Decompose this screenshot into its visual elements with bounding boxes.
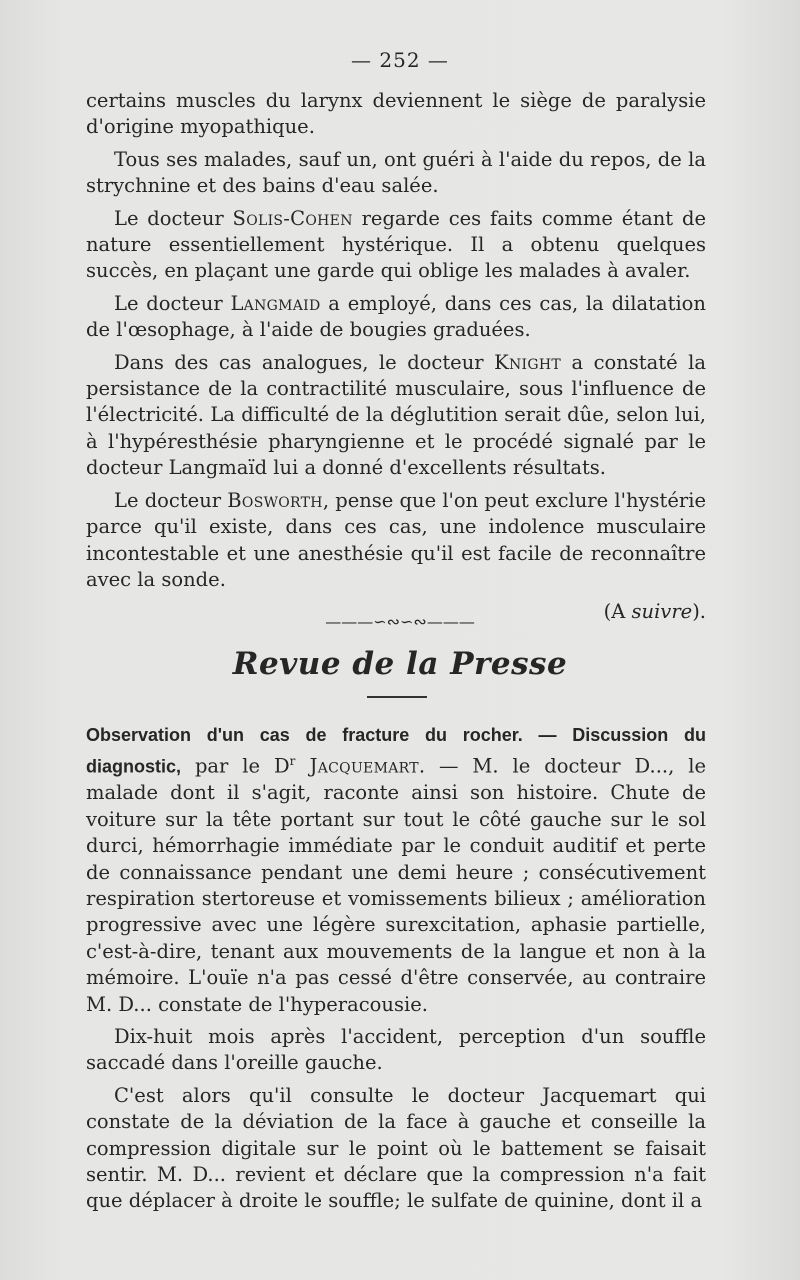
ornament-divider: ———∽∾∽∾——— (325, 612, 475, 631)
author-name: Bosworth (227, 488, 323, 512)
paragraph-6: Le docteur Bosworth, pense que l'on peut exclure l'hystérie parce qu'il existe, dans ces cas, une indolence musculaire incontestable et une anesthésie qu'il est facile de reconnaître avec la sonde. (86, 488, 706, 591)
article-paragraph-2: Dix-huit mois après l'accident, perception d'un souffle saccadé dans l'oreille gauche. (86, 1024, 706, 1075)
paragraph-3: Le docteur Solis-Cohen regarde ces faits comme étant de nature essentiellement hystérique. Il a obtenu quelques succès, en plaçant une garde qui oblige les malades à avaler. (86, 206, 706, 283)
article-paragraph-3: C'est alors qu'il consulte le docteur Jacquemart qui constate de la déviation de la face à gauche et conseille la compression digitale sur le point où le battement se faisait sentir. M. D... revient et déclare que la compression n'a fait que déplacer à droite le souffle; le sulfate de quinine, dont il a (86, 1083, 706, 1213)
author-name: Knight (494, 350, 561, 374)
top-text-block (86, 88, 706, 626)
page-number: — 252 — (351, 48, 449, 72)
heading-rule (367, 696, 427, 698)
section-heading: Revue de la Presse (232, 646, 568, 682)
paragraph-2: Tous ses malades, sauf un, ont guéri à l'aide du repos, de la strychnine et des bains d'eau salée. (86, 147, 706, 198)
article-title: Observation d'un cas de fracture du rocher. — Discussion du diagnostic, (86, 725, 706, 777)
paragraph-5: Dans des cas analogues, le docteur Knight a constaté la persistance de la contractilité musculaire, sous l'influence de l'électricité. La difficulté de la déglutition serait dûe, selon lui, à l'hypéresthésie pharyngienne et le procédé signalé par le docteur Langmaïd lui a donné d'excellents résultats. (86, 350, 706, 480)
paragraph-4: Le docteur Langmaid a employé, dans ces cas, la dilatation de l'œsophage, à l'aide de bougies graduées. (86, 291, 706, 342)
author-name: Solis-Cohen (232, 206, 353, 230)
article-first-paragraph: Observation d'un cas de fracture du rocher. — Discussion du diagnostic, par le $D^r$ Jacquemart. — M. le docteur D..., le malade dont il s'agit, raconte ainsi son histoire. Chute de voiture sur la tête portant sur tout le côté gauche sur le sol durci, hémorrhagie immédiate par le conduit auditif et perte de connaissance pendant une demi heure ; consécutivement respiration stertoreuse et vomissements bilieux ; amélioration progressive avec une légère surexcitation, aphasie partielle, c'est-à-dire, tenant aux mouvements de la langue et non à la mémoire. L'ouïe n'a pas cessé d'être conservée, au contraire M. D... constate de l'hyperacousie. (86, 725, 706, 1016)
paragraph-1: certains muscles du larynx deviennent le siège de paralysie d'origine myopathique. (86, 89, 706, 139)
article-author: Jacquemart (295, 754, 419, 778)
author-name: Langmaid (230, 291, 321, 315)
article-block (86, 722, 706, 1221)
a-suivre-note: (A suivre). (603, 600, 706, 624)
